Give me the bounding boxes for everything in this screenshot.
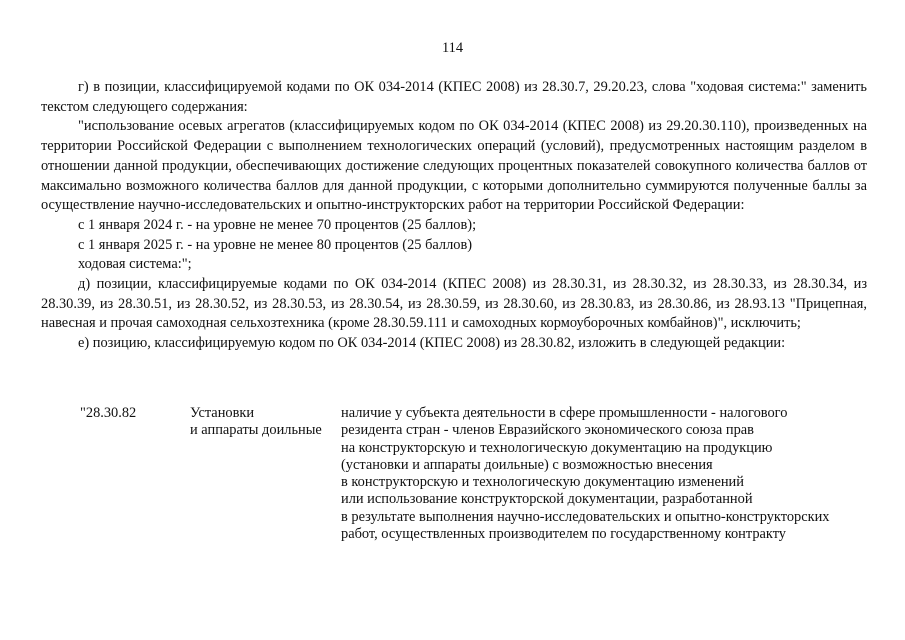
document-body [41,78,867,354]
paragraph-quote-axles: "использование осевых агрегатов (классифицируемых кодом по ОК 034-2014 (КПЕС 2008) из 29.20.30.110), произведенных на территории Российской Федерации с выполнением технологических операций (условий), предусмотренных настоящим разделом в отношении данной продукции, обеспечивающих достижение следующих процентных показателей совокупного количества баллов от максимально возможного количества баллов для данной продукции, с которыми дополнительно суммируются полученные баллы за осуществление научно-исследовательских и опытно-инструкторских работ на территории Российской Федерации: [41,118,867,214]
classification-table [80,405,870,543]
paragraph-e: е) позицию, классифицируемую кодом по ОК 034-2014 (КПЕС 2008) из 28.30.82, изложить в следующей редакции: [78,335,786,352]
paragraph-g: г) в позиции, классифицируемой кодами по ОК 034-2014 (КПЕС 2008) из 28.30.7, 29.20.23, слова "ходовая система:" заменить текстом следующего содержания: [41,79,867,115]
requirement-line: наличие у субъекта деятельности в сфере промышленности - налогового [341,405,788,421]
name-line: и аппараты доильные [190,422,322,439]
paragraph-2025: с 1 января 2025 г. - на уровне не менее 80 процентов (25 баллов) [78,236,473,253]
paragraph-2024: с 1 января 2024 г. - на уровне не менее 70 процентов (25 баллов); [78,216,477,233]
name-line: Установки [190,405,255,421]
requirement-cell [341,405,870,543]
table-row [80,405,870,543]
name-cell [190,405,341,440]
code-cell: "28.30.82 [80,405,137,421]
requirement-line: или использование конструкторской документации, разработанной [341,491,753,508]
paragraph-chassis: ходовая система:"; [78,256,192,273]
requirement-line: (установки и аппараты доильные) с возможностью внесения [341,456,713,473]
page-number: 114 [441,40,464,56]
requirement-line: на конструкторскую и технологическую документацию на продукцию [341,439,773,456]
requirement-line: работ, осуществленных производителем по государственному контракту [341,526,787,543]
requirement-line: в результате выполнения научно-исследовательских и опытно-конструкторских [341,508,830,525]
requirement-line: резидента стран - членов Евразийского экономического союза прав [341,422,754,439]
requirement-line: в конструкторскую и технологическую документацию изменений [341,474,744,491]
paragraph-d: д) позиции, классифицируемые кодами по ОК 034-2014 (КПЕС 2008) из 28.30.31, из 28.30.32, из 28.30.33, из 28.30.34, из 28.30.39, из 28.30.51, из 28.30.52, из 28.30.53, из 28.30.54, из 28.30.59, из 28.30.60, из 28.30.83, из 28.30.86, из 28.93.13 "Прицепная, навесная и прочая самоходная сельхозтехника (кроме 28.30.59.111 и самоходных кормоуборочных комбайнов)", исключить; [41,276,867,332]
